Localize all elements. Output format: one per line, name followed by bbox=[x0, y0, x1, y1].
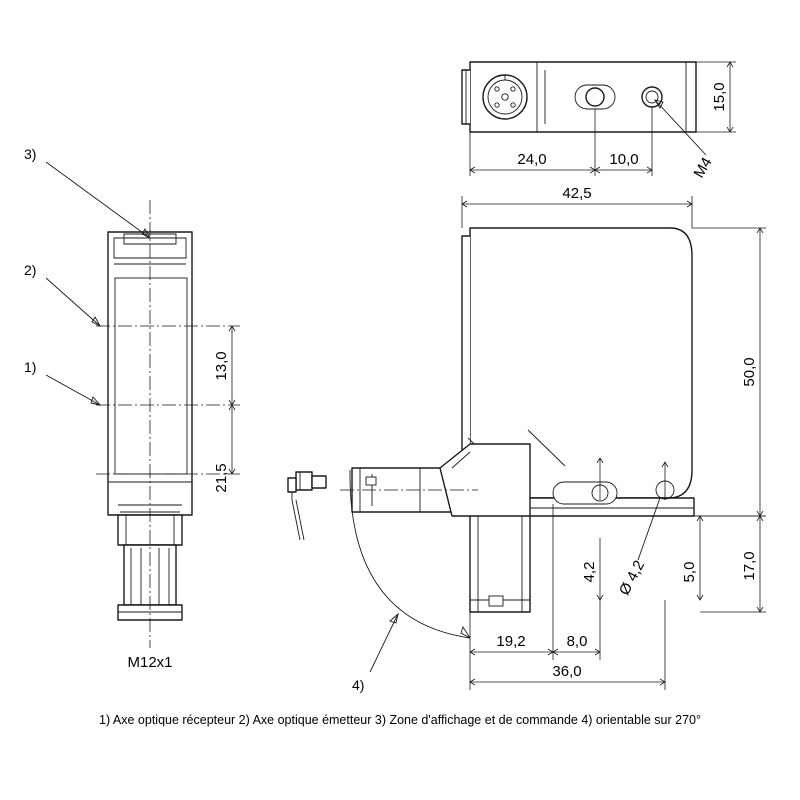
callout-4: 4) bbox=[352, 677, 365, 693]
dim-side-17: 17,0 bbox=[741, 551, 758, 581]
dim-top-24: 24,0 bbox=[517, 151, 547, 168]
front-view bbox=[24, 146, 240, 671]
dim-front-m12x1: M12x1 bbox=[127, 654, 173, 671]
dim-side-dia-4-2: Ø 4,2 bbox=[615, 557, 649, 599]
dim-side-50: 50,0 bbox=[741, 357, 758, 387]
dim-side-5: 5,0 bbox=[681, 561, 698, 583]
dim-side-4-2: 4,2 bbox=[581, 561, 598, 583]
side-view bbox=[288, 185, 766, 693]
dim-front-21-5: 21,5 bbox=[213, 463, 230, 493]
callout-2: 2) bbox=[24, 262, 37, 278]
top-view bbox=[462, 62, 736, 181]
dim-top-10: 10,0 bbox=[609, 151, 639, 168]
dim-side-19-2: 19,2 bbox=[496, 633, 526, 650]
dim-top-15: 15,0 bbox=[711, 82, 728, 112]
callout-1: 1) bbox=[24, 359, 37, 375]
legend-caption: 1) Axe optique récepteur 2) Axe optique émetteur 3) Zone d'affichage et de commande 4) orientable sur 270° bbox=[99, 713, 701, 727]
dim-side-8: 8,0 bbox=[566, 633, 588, 650]
callout-3: 3) bbox=[24, 146, 37, 162]
dim-top-m4: M4 bbox=[690, 154, 716, 182]
dim-side-42-5: 42,5 bbox=[562, 185, 592, 202]
dim-front-13: 13,0 bbox=[213, 351, 230, 381]
dim-side-36: 36,0 bbox=[552, 663, 582, 680]
